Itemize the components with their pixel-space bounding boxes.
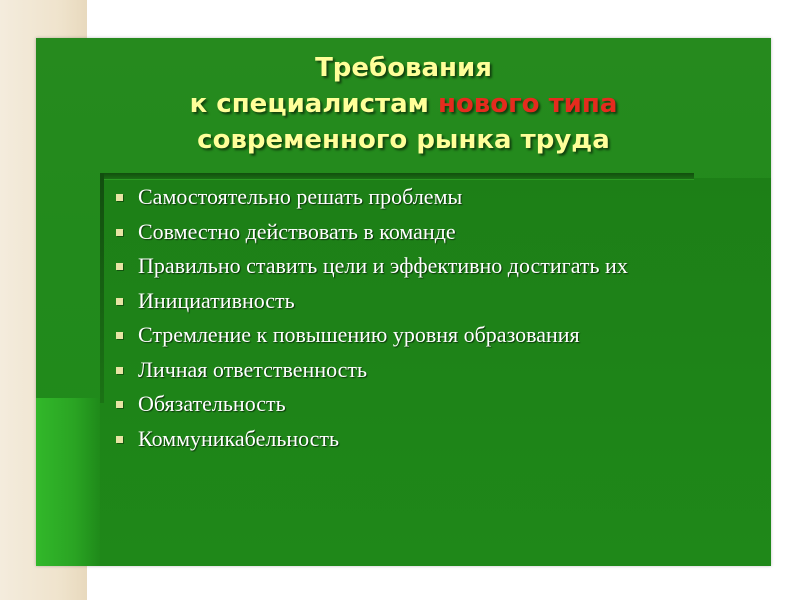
square-bullet-icon (116, 194, 123, 201)
bullet-item (112, 220, 752, 244)
bullet-text: Обязательность (138, 391, 286, 416)
bullet-text: Совместно действовать в команде (138, 218, 456, 244)
title-accent: нового типа (437, 89, 618, 119)
slide-title (36, 50, 771, 158)
title-line-3: современного рынка труда (197, 125, 610, 155)
bullet-item (112, 392, 752, 416)
bullet-list (112, 185, 752, 461)
accent-block (36, 398, 100, 566)
bullet-item (112, 358, 752, 382)
bullet-text: Правильно ставить цели и эффективно достигать их (138, 253, 628, 278)
slide (36, 38, 771, 566)
bullet-text: Личная ответственность (138, 356, 368, 382)
bullet-item (112, 254, 752, 278)
bullet-item (112, 289, 752, 313)
title-line-2-prefix: к специалистам (189, 89, 438, 119)
square-bullet-icon (116, 263, 123, 270)
square-bullet-icon (116, 332, 123, 339)
bullet-text: Коммуникабельность (138, 425, 340, 451)
bullet-text: Инициативность (138, 287, 295, 313)
bullet-item (112, 185, 752, 209)
square-bullet-icon (116, 401, 123, 408)
bullet-item (112, 323, 752, 347)
title-line-2 (36, 86, 771, 122)
vertical-divider (100, 173, 104, 403)
square-bullet-icon (116, 367, 123, 374)
bullet-item (112, 427, 752, 451)
square-bullet-icon (116, 229, 123, 236)
bullet-text: Самостоятельно решать проблемы (138, 184, 463, 209)
square-bullet-icon (116, 298, 123, 305)
square-bullet-icon (116, 436, 123, 443)
title-line-1: Требования (315, 53, 492, 83)
bullet-text: Стремление к повышению уровня образования (138, 322, 580, 347)
title-divider (102, 173, 694, 179)
